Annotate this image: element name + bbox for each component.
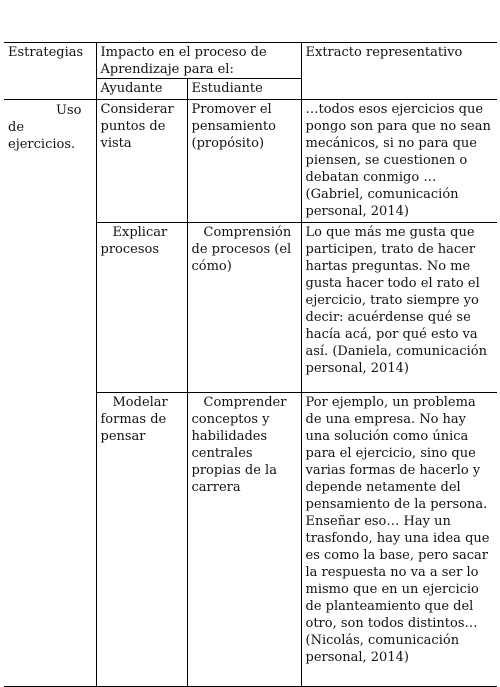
header-student: Estudiante bbox=[187, 79, 301, 100]
header-impact: Impacto en el proceso de Aprendizaje para el: bbox=[96, 43, 301, 79]
helper-cell: Considerar puntos de vista bbox=[96, 100, 187, 223]
student-cell: Comprensión de procesos (el cómo) bbox=[187, 223, 301, 393]
student-cell: Comprender conceptos y habilidades centrales propias de la carrera bbox=[187, 393, 301, 687]
student-cell: Promover el pensamiento (propósito) bbox=[187, 100, 301, 223]
helper-cell: Modelar formas de pensar bbox=[96, 393, 187, 687]
excerpt-cell: Lo que más me gusta que participen, trato de hacer hartas preguntas. No me gusta hacer todo el rato el ejercicio, trato siempre yo decir: acuérdense qué se hacía acá, por qué esto va así. (Daniela, comunicación personal, 2014) bbox=[301, 223, 497, 393]
excerpt-cell: Por ejemplo, un problema de una empresa. No hay una solución como única para el ejercicio, sino que varias formas de hacerlo y depende netamente del pensamiento de la persona. Enseñar eso… Hay un trasfondo, hay una idea que es como la base, pero sacar la respuesta no va a ser lo mismo que en un ejercicio de planteamiento que del otro, son todos distintos… (Nicolás, comunicación personal, 2014) bbox=[301, 393, 497, 687]
strategy-cell: Uso de ejercicios. bbox=[8, 103, 82, 152]
table-row bbox=[4, 100, 497, 223]
header-helper: Ayudante bbox=[96, 79, 187, 100]
header-strategies: Estrategias bbox=[4, 43, 96, 100]
excerpt-cell: …todos esos ejercicios que pongo son para que no sean mecánicos, si no para que piensen, se cuestionen o debatan conmigo … (Gabriel, comunicación personal, 2014) bbox=[301, 100, 497, 223]
header-row bbox=[4, 43, 497, 79]
header-excerpt: Extracto representativo bbox=[301, 43, 497, 100]
helper-cell: Explicar procesos bbox=[96, 223, 187, 393]
strategies-table bbox=[4, 42, 497, 687]
